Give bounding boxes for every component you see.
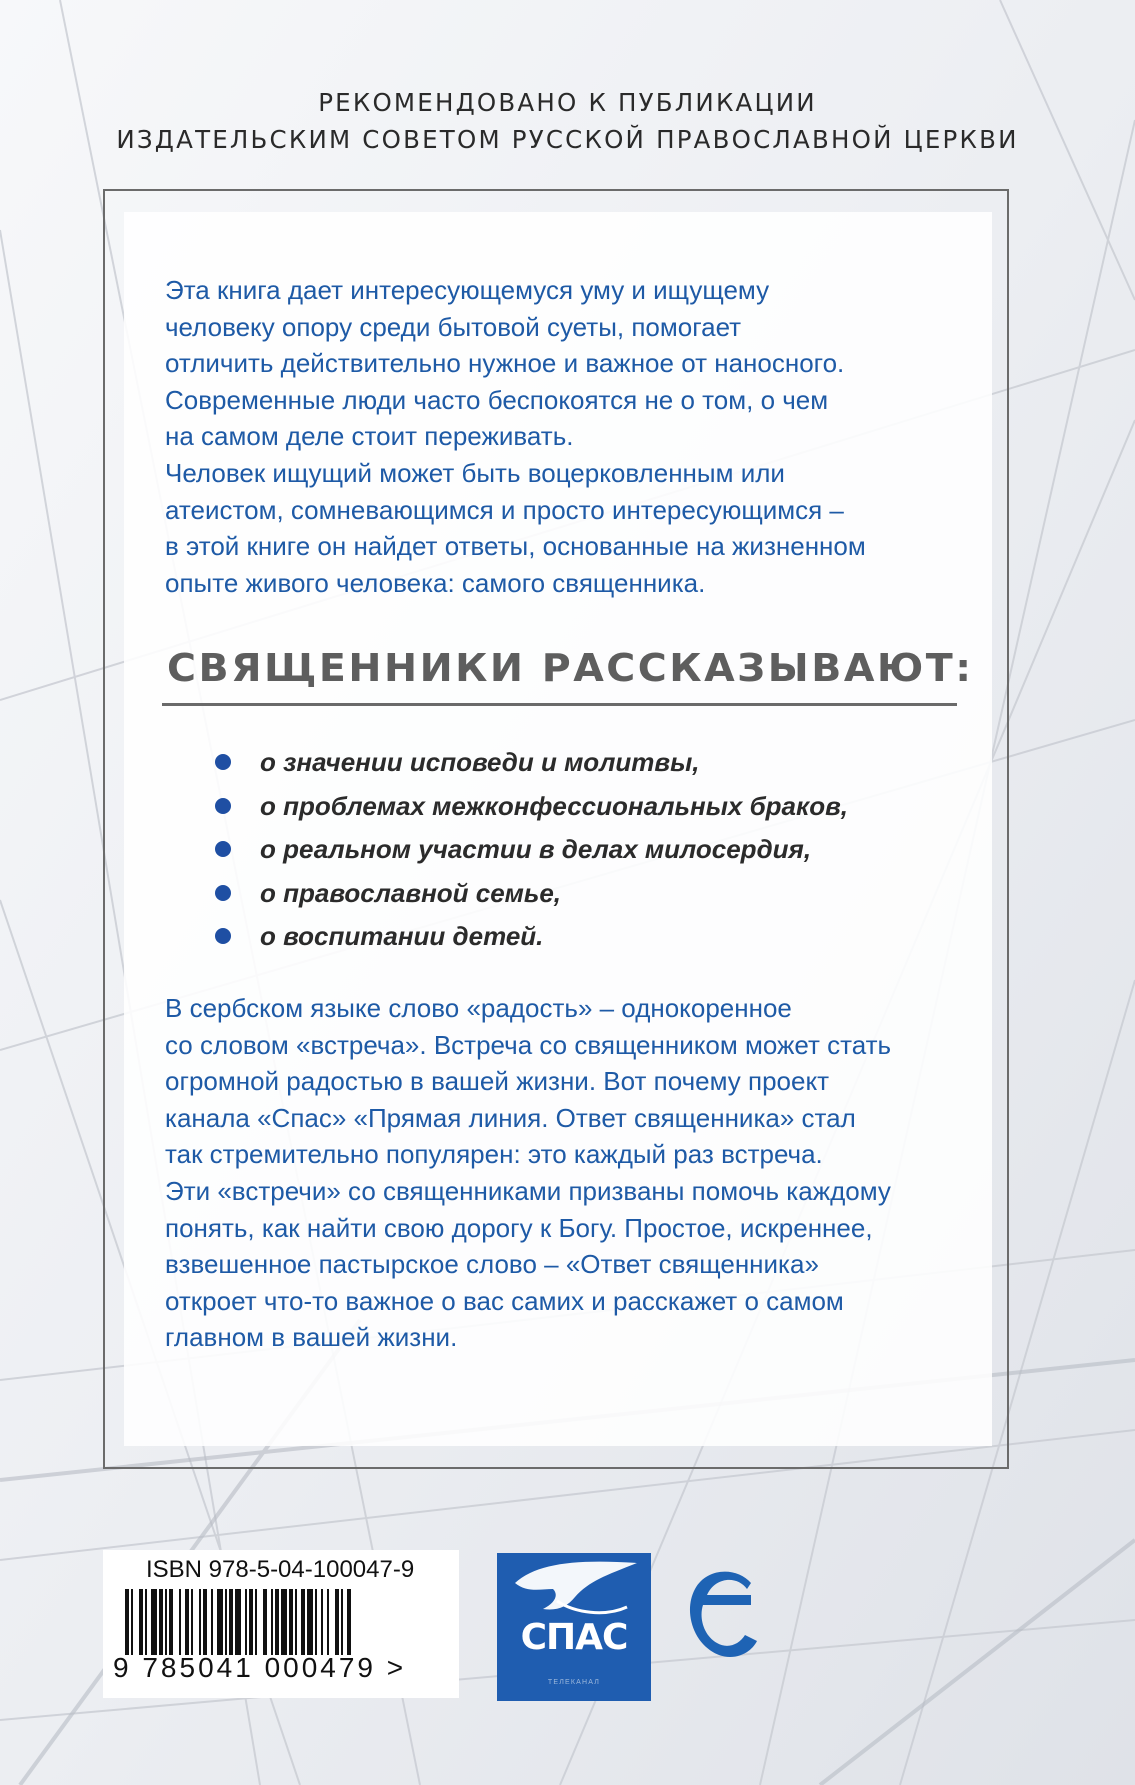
spas-subtitle: ТЕЛЕКАНАЛ: [547, 1679, 601, 1686]
spas-title: СПАС: [520, 1617, 628, 1658]
bullet-icon: [215, 798, 231, 814]
topic-text: о православной семье,: [260, 877, 562, 908]
intro-line: Эта книга дает интересующемуся уму и ищущему: [165, 275, 770, 305]
closing-line: главном в вашей жизни.: [165, 1322, 458, 1353]
intro-line: отличить действительно нужное и важное от наносного.: [165, 348, 845, 379]
topic-text: о значении исповеди и молитвы,: [260, 747, 700, 777]
intro-line: в этой книге он найдет ответы, основанные на жизненном: [165, 531, 866, 562]
section-heading: СВЯЩЕННИКИ РАССКАЗЫВАЮТ:: [167, 646, 974, 690]
heading-underline: [162, 703, 957, 706]
spas-tv-logo: [497, 1553, 651, 1701]
closing-line: В сербском языке слово «радость» – однокоренное: [165, 993, 792, 1023]
intro-line: атеистом, сомневающимся и просто интересующимся –: [165, 494, 844, 525]
intro-paragraph: [165, 272, 965, 601]
isbn-barcode: [103, 1550, 459, 1698]
topic-text: о воспитании детей.: [260, 921, 544, 951]
recommendation-text: [0, 84, 1135, 158]
closing-line: так стремительно популярен: это каждый раз встреча.: [165, 1139, 823, 1170]
closing-line: со словом «встреча». Встреча со священником может стать: [165, 1029, 892, 1060]
recommendation-line: РЕКОМЕНДОВАНО К ПУБЛИКАЦИИ: [318, 88, 817, 117]
recommendation-line: ИЗДАТЕЛЬСКИМ СОВЕТОМ РУССКОЙ ПРАВОСЛАВНОЙ ЦЕРКВИ: [116, 125, 1019, 154]
bullet-icon: [215, 928, 231, 944]
closing-line: Эти «встречи» со священниками призваны помочь каждому: [165, 1175, 891, 1206]
intro-line: Человек ищущий может быть воцерковленным или: [165, 457, 785, 488]
closing-line: взвешенное пастырское слово – «Ответ священника»: [165, 1249, 819, 1280]
closing-line: откроет что-то важное о вас самих и расскажет о самом: [165, 1285, 844, 1316]
eksmo-logo-icon: [681, 1561, 767, 1667]
barcode-bars: [125, 1589, 425, 1655]
barcode-digits: 9 785041 000479 >: [113, 1652, 407, 1683]
topic-text: о проблемах межконфессиональных браков,: [260, 790, 849, 821]
intro-line: Современные люди часто беспокоятся не о том, о чем: [165, 384, 829, 415]
topic-text: о реальном участии в делах милосердия,: [260, 834, 812, 864]
bullet-icon: [215, 841, 231, 857]
intro-line: человеку опору среди бытовой суеты, помогает: [165, 311, 742, 342]
intro-line: на самом деле стоит переживать.: [165, 421, 574, 452]
closing-line: понять, как найти свою дорогу к Богу. Простое, искреннее,: [165, 1212, 873, 1243]
bullet-icon: [215, 885, 231, 901]
isbn-number: ISBN 978-5-04-100047-9: [146, 1556, 415, 1583]
closing-line: канала «Спас» «Прямая линия. Ответ священника» стал: [165, 1102, 856, 1133]
bullet-icon: [215, 754, 231, 770]
closing-paragraph: [165, 990, 965, 1356]
closing-line: огромной радостью в вашей жизни. Вот почему проект: [165, 1066, 830, 1097]
intro-line: опыте живого человека: самого священника.: [165, 567, 706, 598]
